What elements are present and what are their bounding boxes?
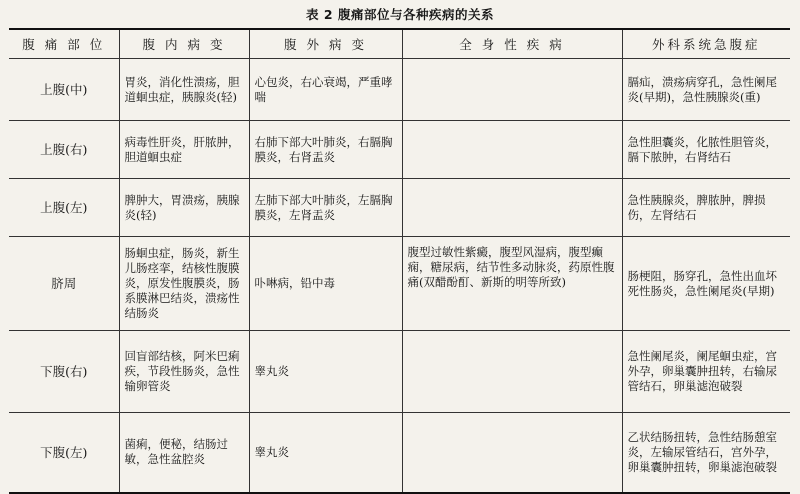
- header-row: [9, 29, 790, 59]
- cell-systemic: [402, 413, 622, 493]
- cell-location: 上腹(右): [9, 121, 119, 179]
- cell-location: 上腹(中): [9, 59, 119, 121]
- cell-surgical: 急性胰腺炎，脾脓肿，脾损伤，左肾结石: [622, 179, 790, 237]
- header-systemic: 全 身 性 疾 病: [402, 29, 622, 59]
- cell-systemic: [402, 121, 622, 179]
- table-row: [9, 237, 790, 331]
- cell-extra: 卟啉病，铅中毒: [249, 237, 402, 331]
- cell-intra: 病毒性肝炎，肝脓肿，胆道蛔虫症: [119, 121, 249, 179]
- cell-extra: 心包炎，右心衰竭，严重哮喘: [249, 59, 402, 121]
- table-row: [9, 331, 790, 413]
- cell-location: 上腹(左): [9, 179, 119, 237]
- cell-location: 脐周: [9, 237, 119, 331]
- cell-location: 下腹(左): [9, 413, 119, 493]
- cell-systemic: [402, 331, 622, 413]
- header-intra-abdominal: 腹 内 病 变: [119, 29, 249, 59]
- cell-extra: 左肺下部大叶肺炎，左膈胸膜炎，左肾盂炎: [249, 179, 402, 237]
- table-caption: 表 2 腹痛部位与各种疾病的关系: [306, 7, 494, 22]
- table-row: [9, 121, 790, 179]
- header-surgical: 外科系统急腹症: [622, 29, 790, 59]
- table-row: [9, 413, 790, 493]
- cell-intra: 胃炎，消化性溃疡，胆道蛔虫症，胰腺炎(轻): [119, 59, 249, 121]
- cell-intra: 肠蛔虫症，肠炎，新生儿肠痉挛，结核性腹膜炎，原发性腹膜炎，肠系膜淋巴结炎，溃疡性结肠炎: [119, 237, 249, 331]
- cell-intra: 菌痢，便秘，结肠过敏，急性盆腔炎: [119, 413, 249, 493]
- cell-intra: 脾肿大，胃溃疡，胰腺炎(轻): [119, 179, 249, 237]
- cell-intra: 回盲部结核，阿米巴痢疾，节段性肠炎，急性输卵管炎: [119, 331, 249, 413]
- table-row: [9, 59, 790, 121]
- cell-systemic: 腹型过敏性紫癜，腹型风湿病，腹型癫痫，糖尿病，结节性多动脉炎，药原性腹痛(双醋酚酊、新斯的明等所致): [402, 237, 622, 331]
- cell-surgical: 乙状结肠扭转，急性结肠憩室炎，左输尿管结石，宫外孕，卵巢囊肿扭转，卵巢滤泡破裂: [622, 413, 790, 493]
- cell-extra: 睾丸炎: [249, 331, 402, 413]
- cell-systemic: [402, 179, 622, 237]
- cell-surgical: 急性胆囊炎，化脓性胆管炎，膈下脓肿，右肾结石: [622, 121, 790, 179]
- cell-location: 下腹(右): [9, 331, 119, 413]
- cell-surgical: 肠梗阻，肠穿孔，急性出血坏死性肠炎，急性阑尾炎(早期): [622, 237, 790, 331]
- cell-surgical: 膈疝，溃疡病穿孔，急性阑尾炎(早期)，急性胰腺炎(重): [622, 59, 790, 121]
- disease-table: [9, 28, 790, 494]
- table-row: [9, 179, 790, 237]
- cell-systemic: [402, 59, 622, 121]
- header-location: 腹 痛 部 位: [9, 29, 119, 59]
- header-extra-abdominal: 腹 外 病 变: [249, 29, 402, 59]
- cell-extra: 睾丸炎: [249, 413, 402, 493]
- cell-surgical: 急性阑尾炎，阑尾蛔虫症，宫外孕，卵巢囊肿扭转，右输尿管结石，卵巢滤泡破裂: [622, 331, 790, 413]
- cell-extra: 右肺下部大叶肺炎，右膈胸膜炎，右肾盂炎: [249, 121, 402, 179]
